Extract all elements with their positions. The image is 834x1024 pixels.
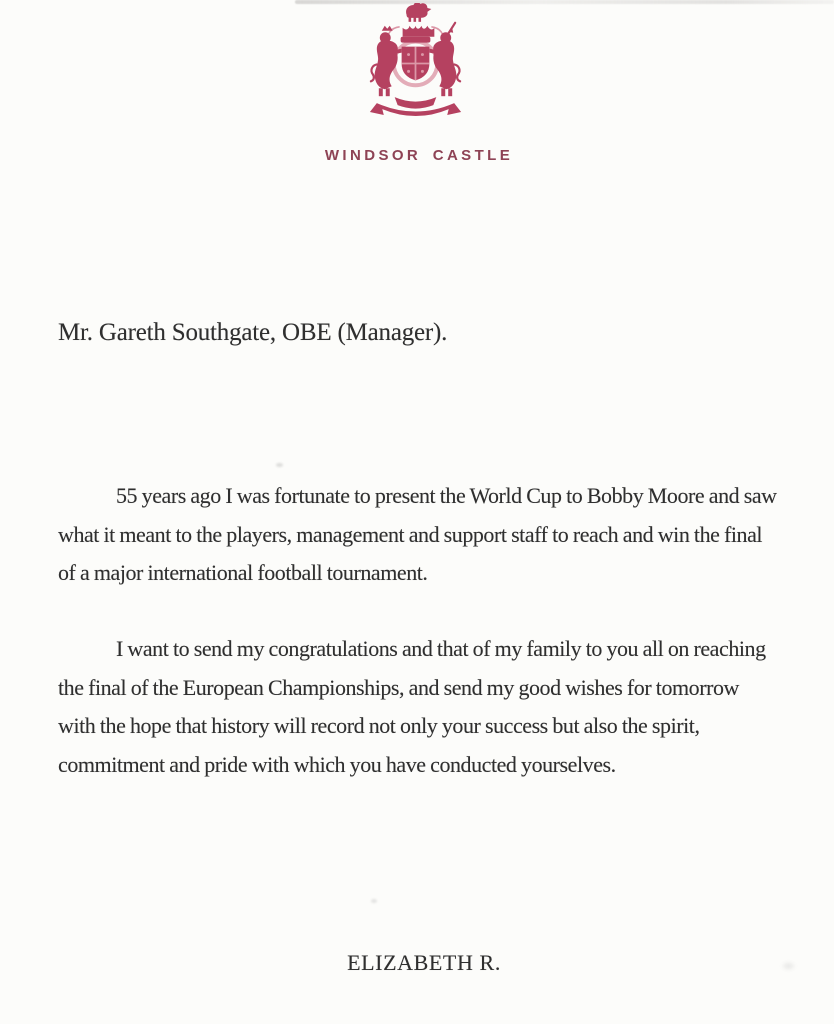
scan-speckle [371,899,377,903]
letter-paragraph-1: 55 years ago I was fortunate to present the World Cup to Bobby Moore and saw what it meant to the players, management and support staff to reach and win the final of a major international football tournament. [58,483,777,586]
royal-crest [357,3,474,118]
signature: ELIZABETH R. [347,950,501,975]
scan-speckle [276,463,283,467]
letter-paragraph-2: I want to send my congratulations and that of my family to you all on reaching the final of the European Championships, and send my good wishes for tomorrow with the hope that history will record not only your success but also the spirit, commitment and pride with which you have conducted yourselves. [58,636,766,778]
royal-coat-of-arms-icon [357,3,474,118]
recipient-line: Mr. Gareth Southgate, OBE (Manager). [58,319,448,346]
letterhead-title: WINDSOR CASTLE [324,147,514,164]
